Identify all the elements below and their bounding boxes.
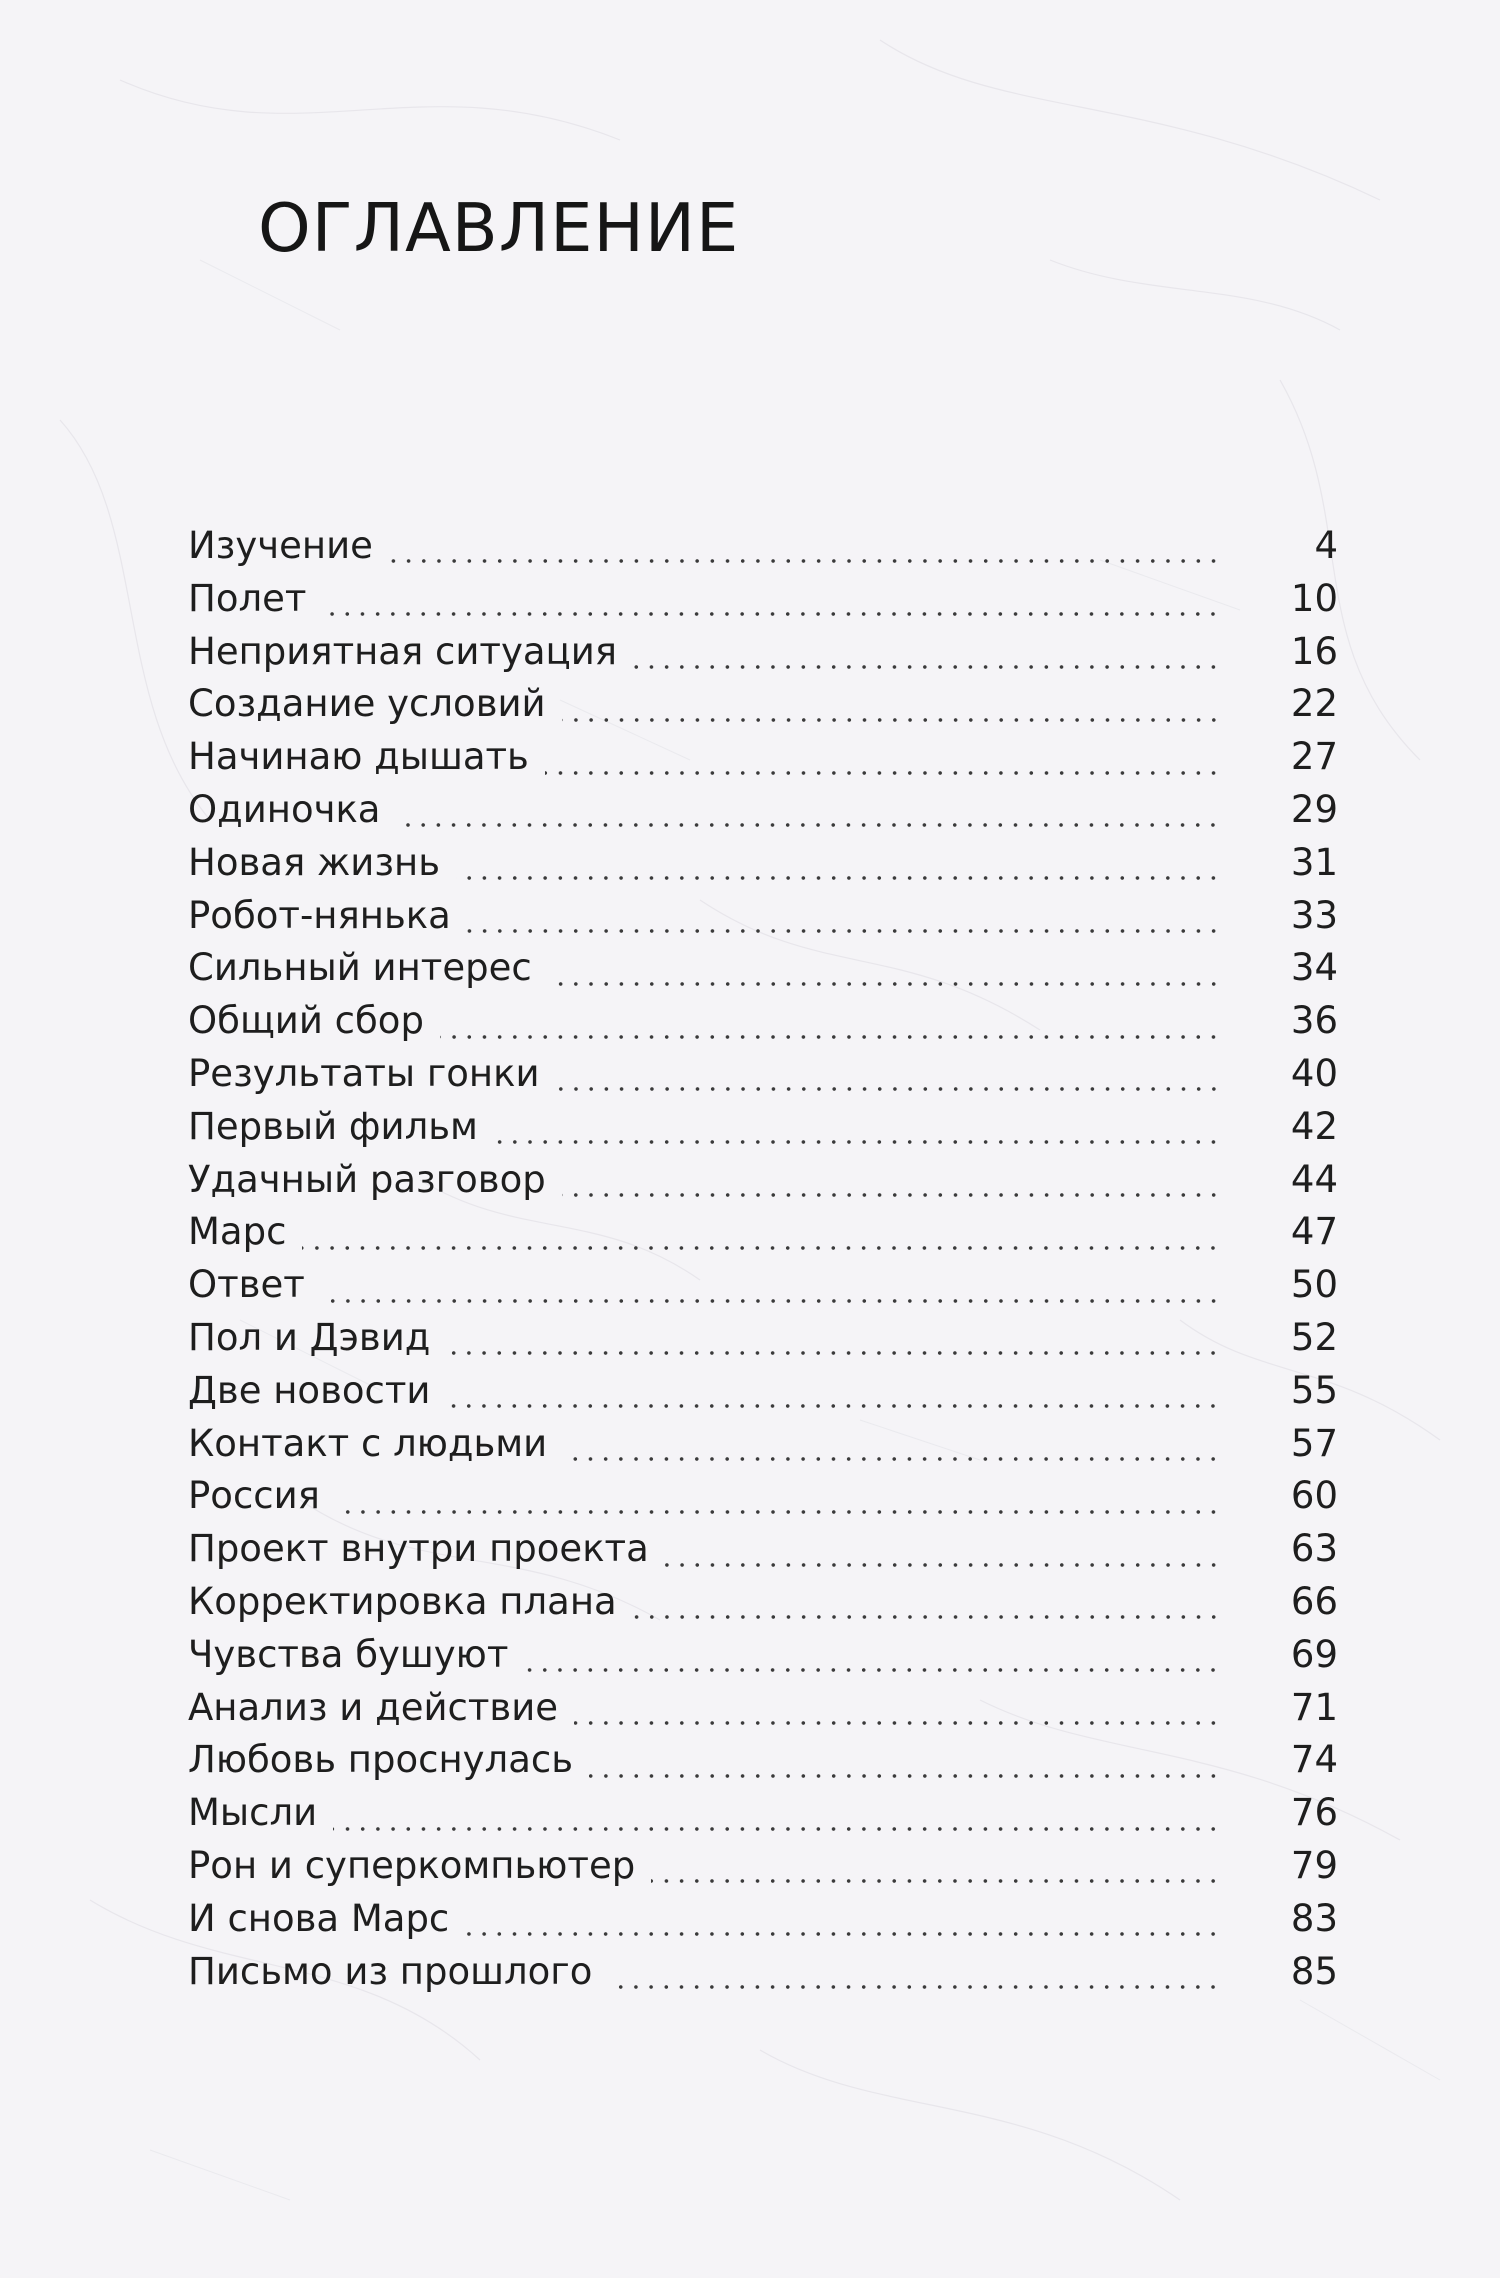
- dot-leader: [651, 1879, 1221, 1883]
- toc-entry-page: 76: [1290, 1791, 1338, 1835]
- toc-entry[interactable]: [188, 573, 1338, 626]
- toc-entry-title: Контакт с людьми: [188, 1421, 548, 1465]
- toc-entry-title: Пол и Дэвид: [188, 1315, 431, 1359]
- dot-leader: [562, 1193, 1221, 1197]
- toc-entry[interactable]: [188, 1418, 1338, 1471]
- dot-leader: [633, 665, 1221, 669]
- dot-leader: [556, 1087, 1221, 1091]
- toc-entry[interactable]: [188, 1048, 1338, 1101]
- toc-entry[interactable]: [188, 1629, 1338, 1682]
- toc-entry-page: 36: [1290, 999, 1338, 1043]
- dot-leader: [562, 718, 1221, 722]
- toc-entry-page: 83: [1290, 1896, 1338, 1940]
- toc-entry-title: Марс: [188, 1210, 287, 1254]
- toc-entry[interactable]: [188, 626, 1338, 679]
- toc-entry-title: Начинаю дышать: [188, 735, 529, 779]
- toc-entry-page: 52: [1290, 1315, 1338, 1359]
- toc-entry-title: Анализ и действие: [188, 1685, 559, 1729]
- toc-entry-title: Удачный разговор: [188, 1157, 546, 1201]
- toc-entry-title: Изучение: [188, 524, 373, 567]
- toc-entry-page: 34: [1290, 946, 1338, 990]
- toc-entry-title: Неприятная ситуация: [188, 629, 618, 673]
- toc-entry[interactable]: [188, 890, 1338, 943]
- toc-entry-title: Любовь проснулась: [188, 1738, 574, 1782]
- toc-entry[interactable]: [188, 1154, 1338, 1207]
- dot-leader: [333, 1827, 1221, 1831]
- toc-entry-page: 16: [1290, 629, 1338, 673]
- toc-entry-page: 74: [1290, 1738, 1338, 1782]
- dot-leader: [389, 559, 1221, 563]
- dot-leader: [446, 1404, 1221, 1408]
- toc-entry-page: 4: [1314, 524, 1338, 567]
- dot-leader: [302, 1246, 1221, 1250]
- toc-entry-page: 40: [1290, 1051, 1338, 1095]
- toc-entry-page: 69: [1290, 1632, 1338, 1676]
- toc-entry-page: 44: [1290, 1157, 1338, 1201]
- toc-entry-title: Ответ: [188, 1263, 305, 1307]
- toc-entry-page: 85: [1290, 1949, 1338, 1993]
- toc-entry-title: Общий сбор: [188, 999, 424, 1043]
- dot-leader: [524, 1668, 1221, 1672]
- toc-entry-page: 66: [1290, 1579, 1338, 1623]
- toc-entry[interactable]: [188, 1365, 1338, 1418]
- toc-entry-page: 50: [1290, 1263, 1338, 1307]
- dot-leader: [563, 1457, 1221, 1461]
- toc-entry-title: Рон и суперкомпьютер: [188, 1843, 636, 1887]
- toc-entry-title: Чувства бушуют: [188, 1632, 509, 1676]
- toc-entry-title: Первый фильм: [188, 1104, 478, 1148]
- toc-entry-title: Полет: [188, 576, 307, 620]
- toc-entry-title: Сильный интерес: [188, 946, 532, 990]
- toc-entry[interactable]: [188, 1101, 1338, 1154]
- dot-leader: [548, 982, 1221, 986]
- toc-entry-page: 71: [1290, 1685, 1338, 1729]
- dot-leader: [633, 1615, 1221, 1619]
- toc-entry-page: 57: [1290, 1421, 1338, 1465]
- dot-leader: [321, 1299, 1221, 1303]
- toc-entry[interactable]: [188, 1259, 1338, 1312]
- toc-entry-title: Две новости: [188, 1368, 431, 1412]
- toc-entry-page: 79: [1290, 1843, 1338, 1887]
- toc-entry[interactable]: [188, 731, 1338, 784]
- toc-entry-page: 31: [1290, 840, 1338, 884]
- toc-entry[interactable]: [188, 837, 1338, 890]
- toc-entry[interactable]: [188, 995, 1338, 1048]
- toc-entry-page: 10: [1290, 576, 1338, 620]
- toc-entry-page: 47: [1290, 1210, 1338, 1254]
- toc-entry[interactable]: [188, 520, 1338, 573]
- toc-entry-page: 60: [1290, 1474, 1338, 1518]
- toc-entry-page: 22: [1290, 682, 1338, 726]
- dot-leader: [440, 1035, 1221, 1039]
- toc-entry-title: Корректировка плана: [188, 1579, 617, 1623]
- toc-entry-page: 55: [1290, 1368, 1338, 1412]
- dot-leader: [574, 1721, 1221, 1725]
- toc-entry-title: Мысли: [188, 1791, 318, 1835]
- toc-heading: ОГЛАВЛЕНИЕ: [258, 189, 740, 267]
- toc-entry[interactable]: [188, 1470, 1338, 1523]
- dot-leader: [322, 612, 1221, 616]
- dot-leader: [467, 929, 1221, 933]
- toc-entry-page: 63: [1290, 1527, 1338, 1571]
- toc-entry[interactable]: [188, 942, 1338, 995]
- toc-entry-page: 42: [1290, 1104, 1338, 1148]
- dot-leader: [446, 1351, 1221, 1355]
- toc-entry-title: Россия: [188, 1474, 320, 1518]
- toc-entry[interactable]: [188, 1206, 1338, 1259]
- toc-entry[interactable]: [188, 784, 1338, 837]
- toc-entry-title: Проект внутри проекта: [188, 1527, 649, 1571]
- dot-leader: [589, 1774, 1221, 1778]
- dot-leader: [545, 771, 1221, 775]
- dot-leader: [494, 1140, 1221, 1144]
- toc-entry-title: Создание условий: [188, 682, 546, 726]
- toc-entry[interactable]: [188, 1946, 1338, 1999]
- toc-entry[interactable]: [188, 1682, 1338, 1735]
- toc-entry-title: Одиночка: [188, 787, 381, 831]
- toc-entry[interactable]: [188, 1576, 1338, 1629]
- table-of-contents: [188, 520, 1338, 1998]
- toc-entry[interactable]: [188, 1787, 1338, 1840]
- dot-leader: [336, 1510, 1221, 1514]
- toc-entry-title: И снова Марс: [188, 1896, 450, 1940]
- toc-entry-page: 29: [1290, 787, 1338, 831]
- dot-leader: [665, 1563, 1221, 1567]
- dot-leader: [396, 823, 1221, 827]
- toc-entry-title: Письмо из прошлого: [188, 1949, 593, 1993]
- toc-entry-title: Результаты гонки: [188, 1051, 540, 1095]
- dot-leader: [456, 876, 1221, 880]
- toc-entry-title: Новая жизнь: [188, 840, 441, 884]
- toc-entry[interactable]: [188, 1840, 1338, 1893]
- toc-entry-title: Робот-нянька: [188, 893, 451, 937]
- dot-leader: [465, 1932, 1221, 1936]
- dot-leader: [608, 1985, 1221, 1989]
- toc-entry-page: 33: [1290, 893, 1338, 937]
- toc-entry-page: 27: [1290, 735, 1338, 779]
- toc-entry[interactable]: [188, 678, 1338, 731]
- toc-entry[interactable]: [188, 1312, 1338, 1365]
- toc-entry[interactable]: [188, 1893, 1338, 1946]
- toc-entry[interactable]: [188, 1734, 1338, 1787]
- toc-entry[interactable]: [188, 1523, 1338, 1576]
